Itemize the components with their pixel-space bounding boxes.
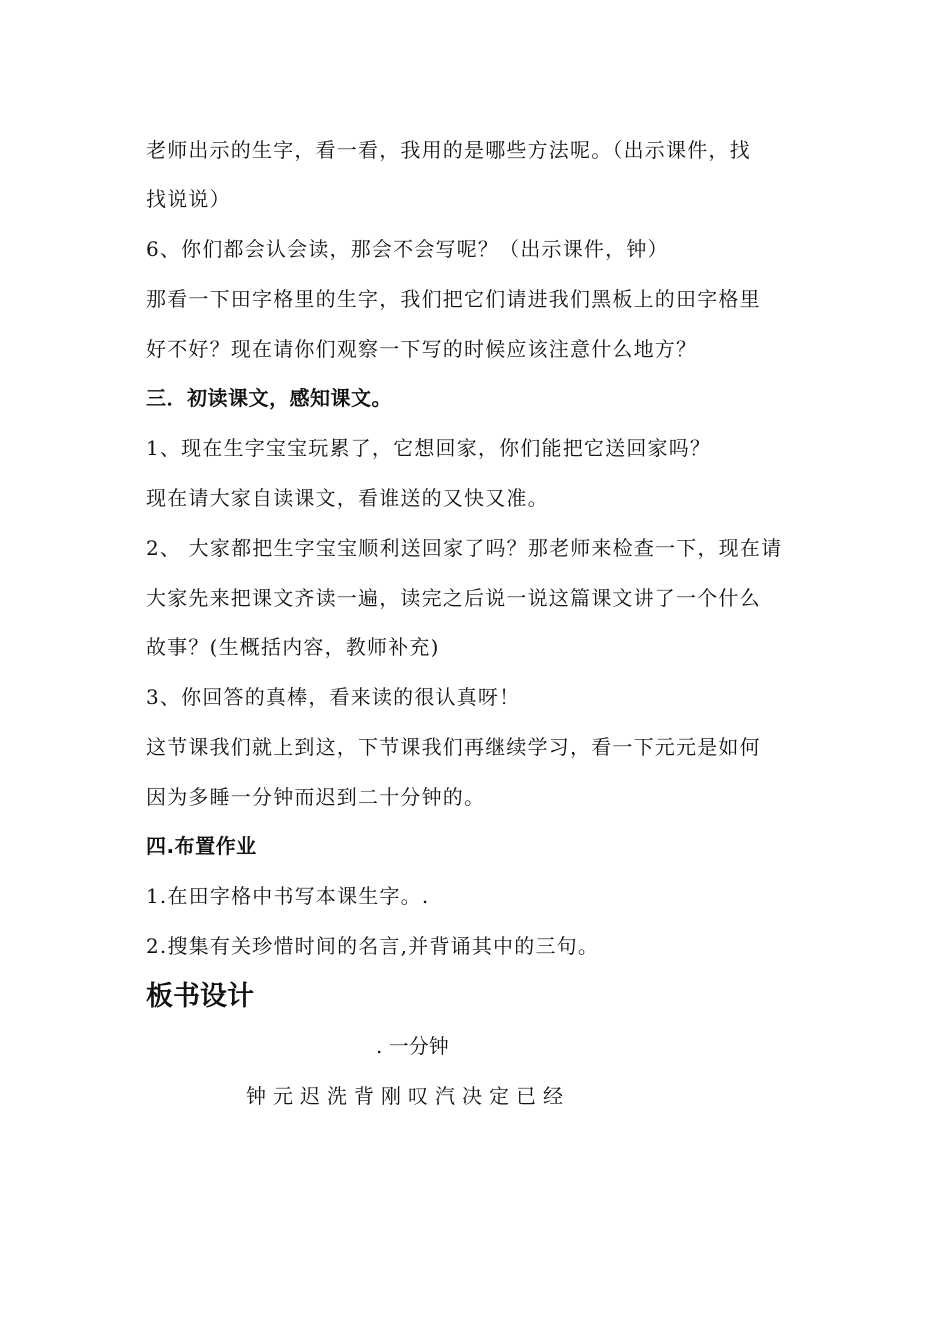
- text-line-9: 2、 大家都把生字宝宝顺利送回家了吗？那老师来检查一下，现在请: [146, 536, 783, 560]
- text-line-11: 故事？(生概括内容，教师补充): [146, 635, 440, 659]
- text-line-4: 那看一下田字格里的生字，我们把它们请进我们黑板上的田字格里: [146, 287, 761, 311]
- text-line-5: 好不好？现在请你们观察一下写的时候应该注意什么地方？: [146, 337, 698, 361]
- text-line-1: 老师出示的生字，看一看，我用的是哪些方法呢。（出示课件，找: [146, 138, 751, 162]
- text-line-3: 6、你们都会认会读，那会不会写呢？（出示课件，钟）: [146, 237, 669, 261]
- text-line-8: 现在请大家自读课文，看谁送的又快又准。: [146, 486, 549, 510]
- text-line-13: 这节课我们就上到这，下节课我们再继续学习，看一下元元是如何: [146, 735, 761, 759]
- text-line-10: 大家先来把课文齐读一遍，读完之后说一说这篇课文讲了一个什么: [146, 586, 761, 610]
- board-heading: 板书设计: [146, 981, 254, 1012]
- board-characters: 钟元迟洗背刚叹汽决定已经: [246, 1084, 570, 1108]
- section-heading-4: 四.布置作业: [146, 834, 257, 858]
- text-line-16: 1.在田字格中书写本课生字。.: [146, 884, 430, 908]
- text-line-14: 因为多睡一分钟而迟到二十分钟的。: [146, 785, 486, 809]
- text-line-2: 找说说）: [146, 187, 231, 211]
- text-line-12: 3、你回答的真棒，看来读的很认真呀！: [146, 685, 521, 709]
- board-title: . 一分钟: [376, 1034, 449, 1058]
- text-line-7: 1、现在生字宝宝玩累了，它想回家，你们能把它送回家吗？: [146, 436, 712, 460]
- section-heading-3: 三．初读课文，感知课文。: [146, 386, 392, 410]
- text-line-17: 2.搜集有关珍惜时间的名言,并背诵其中的三句。: [146, 934, 600, 958]
